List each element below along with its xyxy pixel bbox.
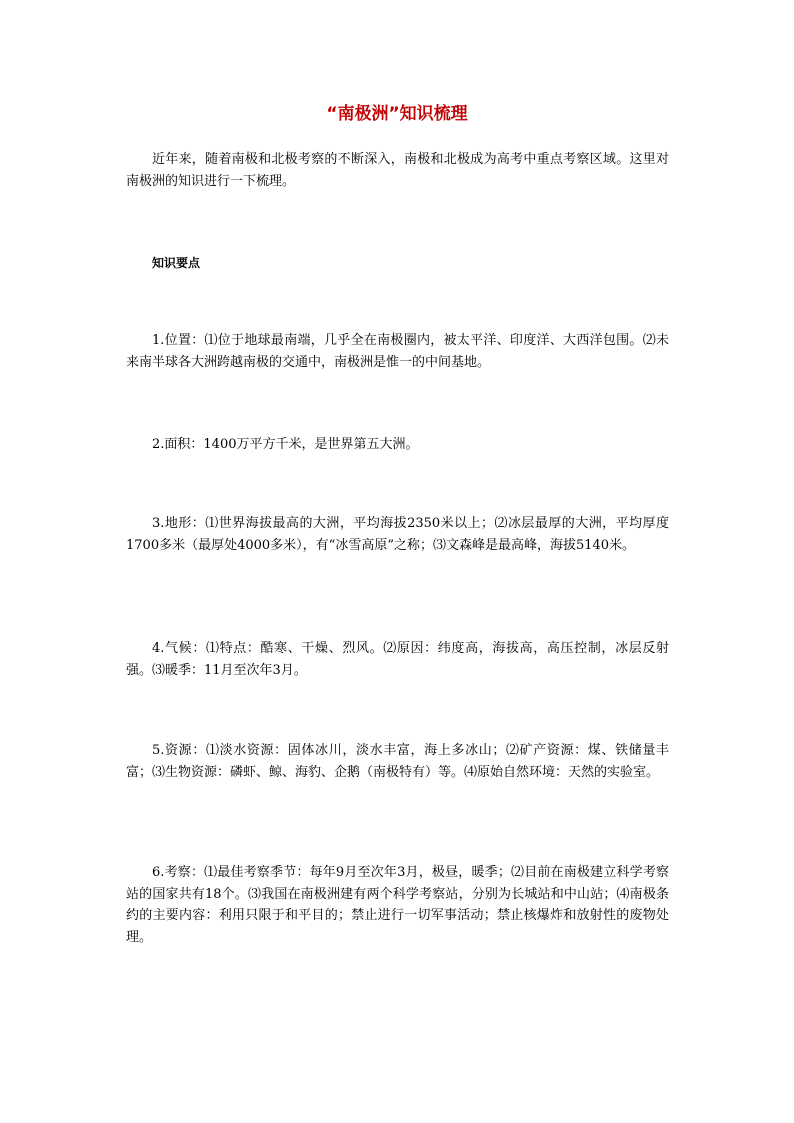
list-item-resources	[126, 740, 669, 783]
item-number: 2.	[152, 437, 165, 452]
item-text: 资源：⑴淡水资源：固体冰川，淡水丰富，海上多冰山；⑵矿产资源：煤、铁储量丰富；⑶生物资源：磷虾、鲸、海豹、企鹅（南极特有）等。⑷原始自然环境：天然的实验室。	[126, 743, 669, 780]
item-number: 6.	[152, 865, 165, 880]
list-item-terrain	[126, 513, 669, 556]
document-title: “南极洲”知识梳理	[326, 104, 468, 124]
item-text: 位置：⑴位于地球最南端，几乎全在南极圈内，被太平洋、印度洋、大西洋包围。⑵未来南半球各大洲跨越南极的交通中，南极洲是惟一的中间基地。	[126, 333, 669, 370]
item-number: 4.	[152, 641, 165, 656]
list-item-area	[126, 434, 669, 456]
section-heading: 知识要点	[152, 256, 201, 270]
item-number: 5.	[152, 743, 165, 758]
item-text: 地形：⑴世界海拔最高的大洲，平均海拔2350米以上；⑵冰层最厚的大洲，平均厚度1700多米（最厚处4000多米），有“冰雪高原”之称；⑶文森峰是最高峰，海拔5140米。	[126, 516, 669, 553]
item-text: 面积：1400万平方千米，是世界第五大洲。	[164, 437, 419, 452]
item-text: 考察：⑴最佳考察季节：每年9月至次年3月，极昼，暖季；⑵目前在南极建立科学考察站的国家共有18个。⑶我国在南极洲建有两个科学考察站，分别为长城站和中山站；⑷南极条约的主要内容：利用只限于和平目的；禁止进行一切军事活动；禁止核爆炸和放射性的废物处理。	[126, 865, 669, 945]
item-text: 气候：⑴特点：酷寒、干燥、烈风。⑵原因：纬度高，海拔高，高压控制，冰层反射强。⑶暖季：11月至次年3月。	[126, 641, 669, 678]
item-number: 3.	[152, 516, 165, 531]
list-item-expedition	[126, 862, 669, 948]
intro-paragraph: 近年来，随着南极和北极考察的不断深入，南极和北极成为高考中重点考察区域。这里对南极洲的知识进行一下梳理。	[126, 152, 669, 189]
list-item-climate	[126, 638, 669, 681]
item-number: 1.	[152, 333, 165, 348]
list-item-position	[126, 330, 669, 373]
